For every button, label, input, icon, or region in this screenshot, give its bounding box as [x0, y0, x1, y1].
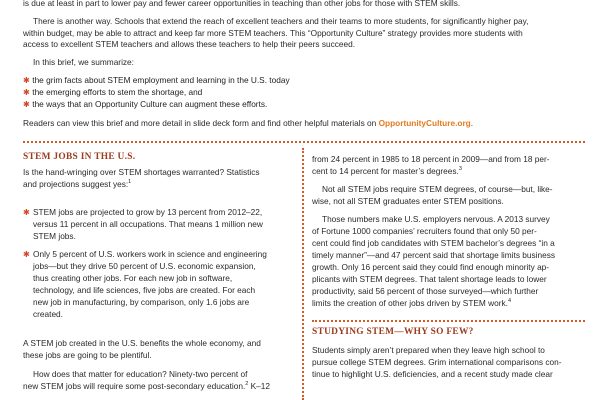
paragraph-line: Students simply aren’t prepared when they leave high school to — [312, 345, 545, 355]
section-divider — [312, 320, 585, 322]
paragraph-line: new STEM jobs will require some post-secondary education.$^2$ K–12 — [23, 381, 271, 391]
column-divider — [302, 148, 304, 400]
paragraph-line: tinue to highlight U.S. deficiencies, and a recent study made clear — [312, 369, 553, 379]
list-item-line: STEM jobs. — [33, 231, 76, 241]
paragraph-line: limits the creation of other jobs driven by STEM work.$^4$ — [312, 298, 512, 308]
list-item-line: versus 11 percent in all occupations. That means 1 million new — [33, 219, 263, 229]
paragraph-line: Is the hand-wringing over STEM shortages warranted? Statistics — [23, 167, 260, 177]
list-item-line: created. — [33, 309, 63, 319]
opportunity-culture-link[interactable]: OpportunityCulture.org — [378, 118, 471, 128]
list-item — [23, 207, 30, 218]
paragraph-line: from 24 percent in 1985 to 18 percent in 2009—and from 18 per- — [312, 154, 550, 164]
list-item-line: thus creating other jobs. For each new job in software, — [33, 273, 233, 283]
intro-bullet: ✱ the emerging efforts to stem the shortage, and — [23, 87, 203, 97]
section-title-stem-jobs: STEM JOBS IN THE U.S. — [23, 152, 136, 162]
list-item — [23, 249, 30, 260]
intro-bullet: ✱ the ways that an Opportunity Culture can augment these efforts. — [23, 99, 268, 109]
asterisk-bullet-icon: ✱ — [23, 99, 30, 109]
asterisk-bullet-icon: ✱ — [23, 207, 30, 217]
list-item-line: jobs—but they drive 50 percent of U.S. economic expansion, — [33, 261, 256, 271]
intro-bullet: ✱ the grim facts about STEM employment and learning in the U.S. today — [23, 75, 290, 85]
paragraph-line: How does that matter for education? Ninety-two percent of — [33, 369, 248, 379]
paragraph-line: cent could find job candidates with STEM bachelor’s degrees “in a — [312, 238, 555, 248]
section-divider — [23, 141, 585, 143]
asterisk-bullet-icon: ✱ — [23, 87, 30, 97]
readers-line: Readers can view this brief and more detail in slide deck form and find other helpful materials on OpportunityCulture.org. — [23, 118, 474, 128]
paragraph-line: these jobs are going to be plentiful. — [23, 350, 152, 360]
intro-line: within budget, may be able to attract and keep far more STEM teachers. This “Opportunity Culture” strategy provides more students with — [23, 28, 523, 38]
paragraph-line: plicants with STEM degrees. That talent shortage leads to lower — [312, 274, 547, 284]
paragraph-line: pursue college STEM degrees. Grim international comparisons con- — [312, 357, 562, 367]
paragraph-line: productivity, said 56 percent of those surveyed—which further — [312, 286, 539, 296]
asterisk-bullet-icon: ✱ — [23, 75, 30, 85]
paragraph-line: cent to 14 percent for master’s degrees.$^3$ — [312, 166, 462, 176]
list-item-line: Only 5 percent of U.S. workers work in science and engineering — [33, 249, 267, 259]
intro-line: In this brief, we summarize: — [33, 57, 134, 67]
paragraph-line: growth. Only 16 percent said they could find enough minority ap- — [312, 262, 550, 272]
section-title-studying-stem: STUDYING STEM—WHY SO FEW? — [312, 327, 474, 337]
paragraph-line: and projections suggest yes:$^1$ — [23, 179, 132, 189]
paragraph-line: wise, not all STEM graduates enter STEM positions. — [312, 196, 504, 206]
asterisk-bullet-icon: ✱ — [23, 249, 30, 259]
paragraph-line: A STEM job created in the U.S. benefits the whole economy, and — [23, 338, 261, 348]
list-item-line: STEM jobs are projected to grow by 13 percent from 2012–22, — [33, 207, 263, 217]
paragraph-line: timely manner”—and 47 percent said that shortage limits business — [312, 250, 556, 260]
intro-line: is due at least in part to lower pay and fewer career opportunities in teaching than other jobs for those with STEM skills. — [23, 0, 461, 8]
list-item-line: new job in manufacturing, by comparison, only 1.6 jobs are — [33, 297, 250, 307]
paragraph-line: Those numbers make U.S. employers nervous. A 2013 survey — [322, 214, 550, 224]
list-item-line: technology, and life sciences, five jobs are created. For each — [33, 285, 256, 295]
paragraph-line: of Fortune 1000 companies’ recruiters found that only 50 per- — [312, 226, 537, 236]
intro-line: access to excellent STEM teachers and allows these teachers to help their peers succeed. — [23, 39, 356, 49]
intro-line: There is another way. Schools that extend the reach of excellent teachers and their teams to more students, for significantly higher pay, — [33, 16, 529, 26]
paragraph-line: Not all STEM jobs require STEM degrees, of course—but, like- — [322, 184, 553, 194]
